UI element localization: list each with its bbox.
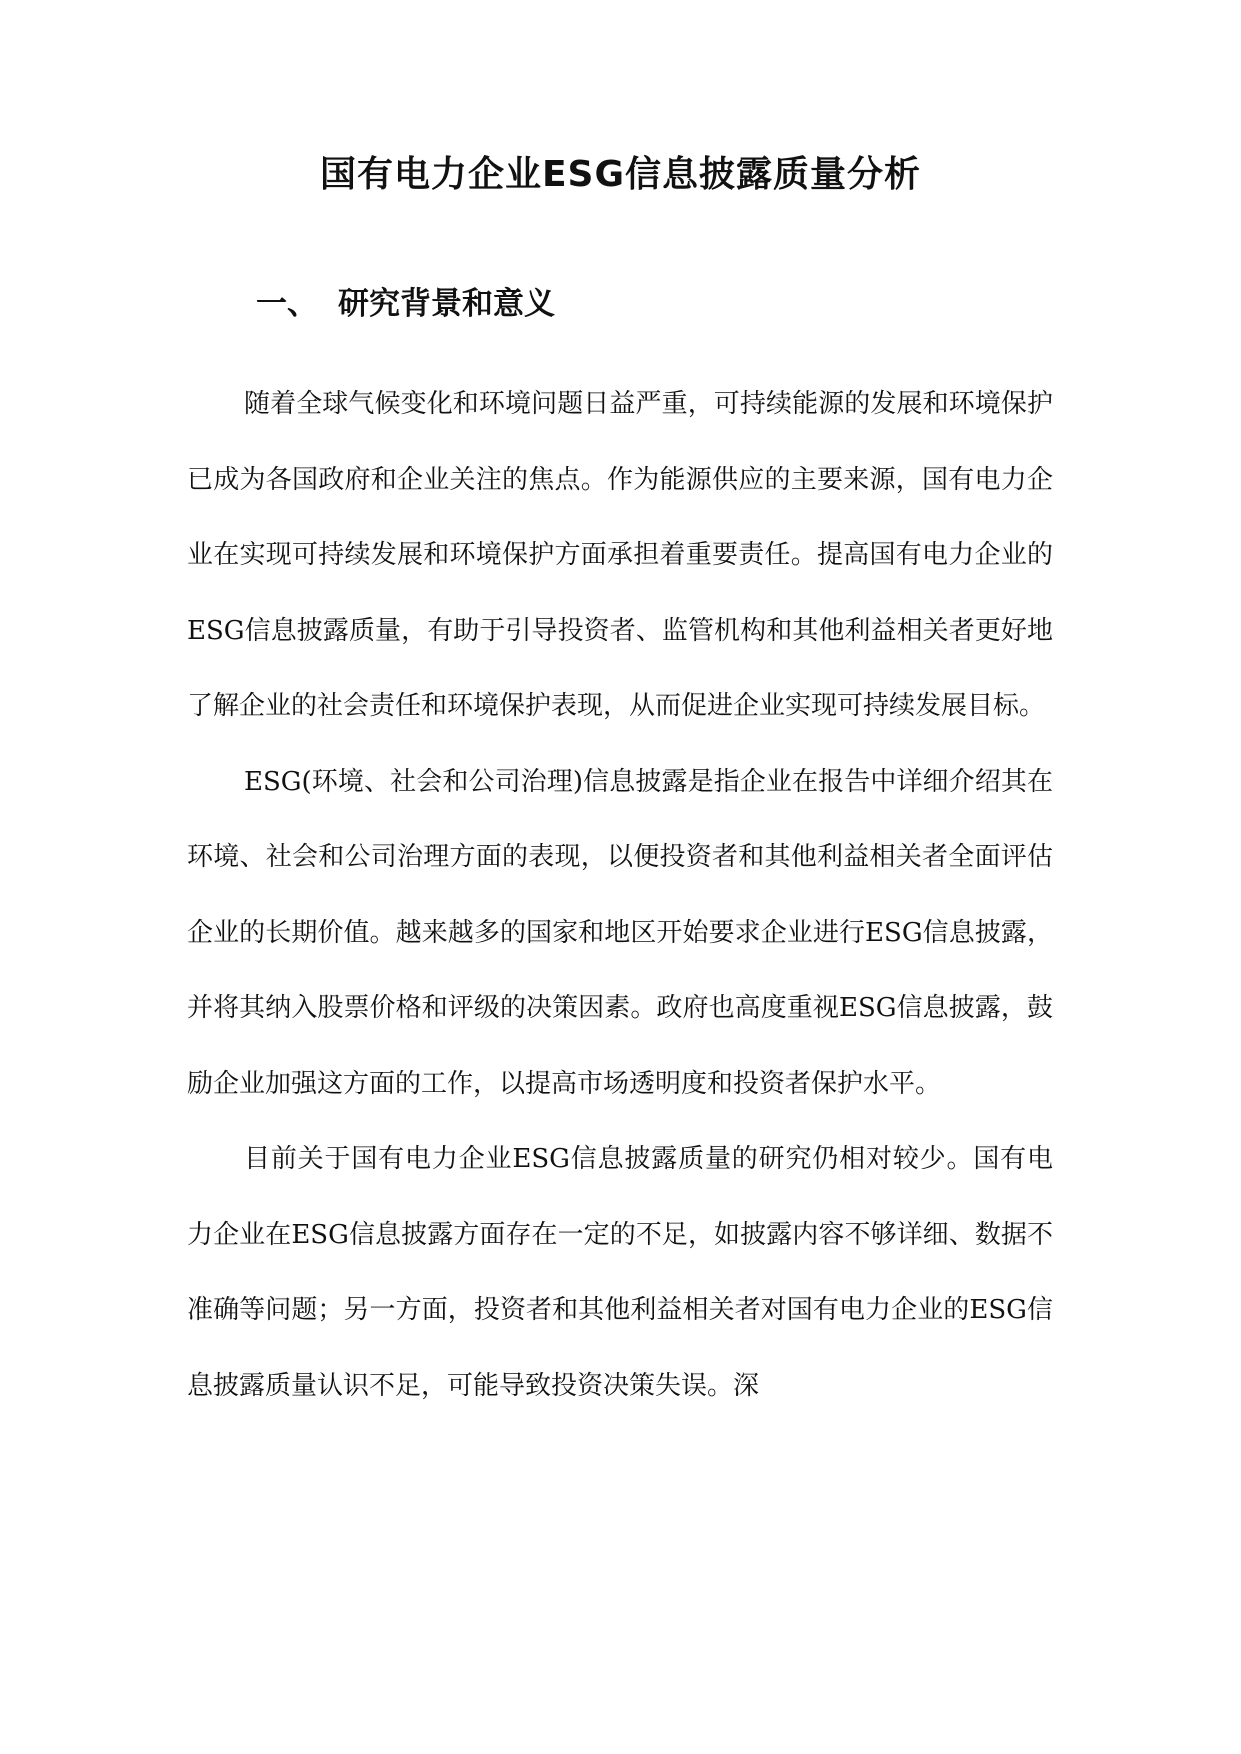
section-number: 一、 xyxy=(256,286,318,322)
section-title: 研究背景和意义 xyxy=(338,286,555,322)
section-body xyxy=(187,367,1053,1424)
paragraph-research-background: 随着全球气候变化和环境问题日益严重，可持续能源的发展和环境保护已成为各国政府和企业关注的焦点。作为能源供应的主要来源，国有电力企业在实现可持续发展和环境保护方面承担着重要责任。提高国有电力企业的ESG信息披露质量，有助于引导投资者、监管机构和其他利益相关者更好地了解企业的社会责任和环境保护表现，从而促进企业实现可持续发展目标。 xyxy=(187,389,1053,721)
paragraph-research-status: 目前关于国有电力企业ESG信息披露质量的研究仍相对较少。国有电力企业在ESG信息披露方面存在一定的不足，如披露内容不够详细、数据不准确等问题；另一方面，投资者和其他利益相关者对国有电力企业的ESG信息披露质量认识不足，可能导致投资决策失误。深 xyxy=(187,1144,1053,1401)
paragraph-esg-definition: ESG(环境、社会和公司治理)信息披露是指企业在报告中详细介绍其在环境、社会和公司治理方面的表现，以便投资者和其他利益相关者全面评估企业的长期价值。越来越多的国家和地区开始要求企业进行ESG信息披露，并将其纳入股票价格和评级的决策因素。政府也高度重视ESG信息披露，鼓励企业加强这方面的工作，以提高市场透明度和投资者保护水平。 xyxy=(187,766,1053,1099)
document-title: 国有电力企业ESG信息披露质量分析 xyxy=(319,154,922,195)
section-heading xyxy=(256,282,555,326)
